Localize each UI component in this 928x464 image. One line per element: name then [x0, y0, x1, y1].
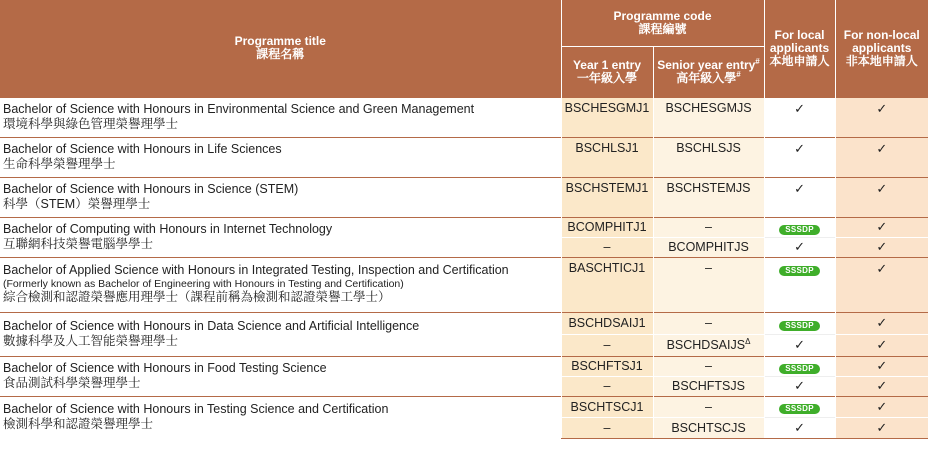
check-icon: ✓ [764, 417, 835, 438]
senior-code: BSCHTSCJS [653, 417, 764, 438]
delta-mark: Δ [745, 336, 751, 346]
check-icon: ✓ [764, 177, 835, 217]
table-row [0, 356, 928, 376]
check-icon: ✓ [835, 312, 928, 334]
programme-title: Bachelor of Science with Honours in Life Sciences 生命科學榮譽理學士 [0, 137, 561, 177]
programme-title: Bachelor of Computing with Honours in Internet Technology 互聯網科技榮譽電腦學學士 [0, 217, 561, 257]
senior-code-dash: – [653, 356, 764, 376]
senior-code-dash: – [653, 312, 764, 334]
year1-code: BSCHFTSJ1 [561, 356, 653, 376]
year1-code: BSCHDSAIJ1 [561, 312, 653, 334]
year1-code-dash: – [561, 417, 653, 438]
table-row [0, 396, 928, 417]
check-icon: ✓ [835, 356, 928, 376]
sssdp-badge: SSSDP [764, 356, 835, 376]
year1-code: BSCHLSJ1 [561, 137, 653, 177]
programme-title: Bachelor of Science with Honours in Environmental Science and Green Management 環境科學與綠色管理榮譽理學士 [0, 97, 561, 137]
year1-code-dash: – [561, 376, 653, 396]
check-icon: ✓ [835, 376, 928, 396]
programme-title: Bachelor of Science with Honours in Testing Science and Certification 檢測科學和認證榮譽理學士 [0, 396, 561, 438]
header-programme-title: Programme title 課程名稱 [0, 0, 561, 97]
check-icon: ✓ [835, 137, 928, 177]
senior-code: BSCHFTSJS [653, 376, 764, 396]
check-icon: ✓ [835, 177, 928, 217]
programme-title: Bachelor of Science with Honours in Food Testing Science 食品測試科學榮譽理學士 [0, 356, 561, 396]
check-icon: ✓ [764, 334, 835, 356]
senior-code-dash: – [653, 257, 764, 312]
header-programme-code: Programme code 課程編號 [561, 0, 764, 46]
senior-code-dash: – [653, 217, 764, 237]
programme-title: Bachelor of Science with Honours in Data Science and Artificial Intelligence 數據科學及人工智能榮譽理學士 [0, 312, 561, 356]
table-row [0, 312, 928, 334]
year1-code: BASCHTICJ1 [561, 257, 653, 312]
check-icon: ✓ [764, 237, 835, 257]
senior-code: BSCHESGMJS [653, 97, 764, 137]
check-icon: ✓ [835, 396, 928, 417]
year1-code: BCOMPHITJ1 [561, 217, 653, 237]
year1-code: BSCHSTEMJ1 [561, 177, 653, 217]
senior-code: BSCHLSJS [653, 137, 764, 177]
year1-code-dash: – [561, 334, 653, 356]
check-icon: ✓ [764, 97, 835, 137]
check-icon: ✓ [835, 217, 928, 237]
sssdp-badge: SSSDP [764, 217, 835, 237]
table-row [0, 97, 928, 137]
senior-code: BCOMPHITJS [653, 237, 764, 257]
sssdp-badge: SSSDP [764, 396, 835, 417]
check-icon: ✓ [835, 257, 928, 312]
sssdp-badge: SSSDP [764, 257, 835, 312]
table-row [0, 217, 928, 237]
year1-code-dash: – [561, 237, 653, 257]
check-icon: ✓ [835, 334, 928, 356]
check-icon: ✓ [835, 237, 928, 257]
sssdp-badge: SSSDP [764, 312, 835, 334]
check-icon: ✓ [835, 417, 928, 438]
check-icon: ✓ [835, 97, 928, 137]
year1-code: BSCHESGMJ1 [561, 97, 653, 137]
header-year1-entry: Year 1 entry 一年級入學 [561, 46, 653, 97]
programme-title: Bachelor of Science with Honours in Science (STEM) 科學（STEM）榮譽理學士 [0, 177, 561, 217]
table-row [0, 257, 928, 312]
senior-code: $BSCHDSAIJS^\Delta$ [653, 334, 764, 356]
year1-code: BSCHTSCJ1 [561, 396, 653, 417]
senior-code: BSCHSTEMJS [653, 177, 764, 217]
programme-title: Bachelor of Applied Science with Honours in Integrated Testing, Inspection and Certification (Formerly known as Bachelor of Engineering with Honours in Testing and Certification) 綜合檢測和認證榮譽應用理學士（課程前稱為檢測和認證榮譽工學士） [0, 257, 561, 312]
header-local-applicants: For local applicants 本地申請人 [764, 0, 835, 97]
header-nonlocal-applicants: For non-local applicants 非本地申請人 [835, 0, 928, 97]
table-row [0, 137, 928, 177]
header-senior-year-entry: Senior year entry# 高年級入學# [653, 46, 764, 97]
senior-code-dash: – [653, 396, 764, 417]
table-row [0, 177, 928, 217]
check-icon: ✓ [764, 376, 835, 396]
check-icon: ✓ [764, 137, 835, 177]
